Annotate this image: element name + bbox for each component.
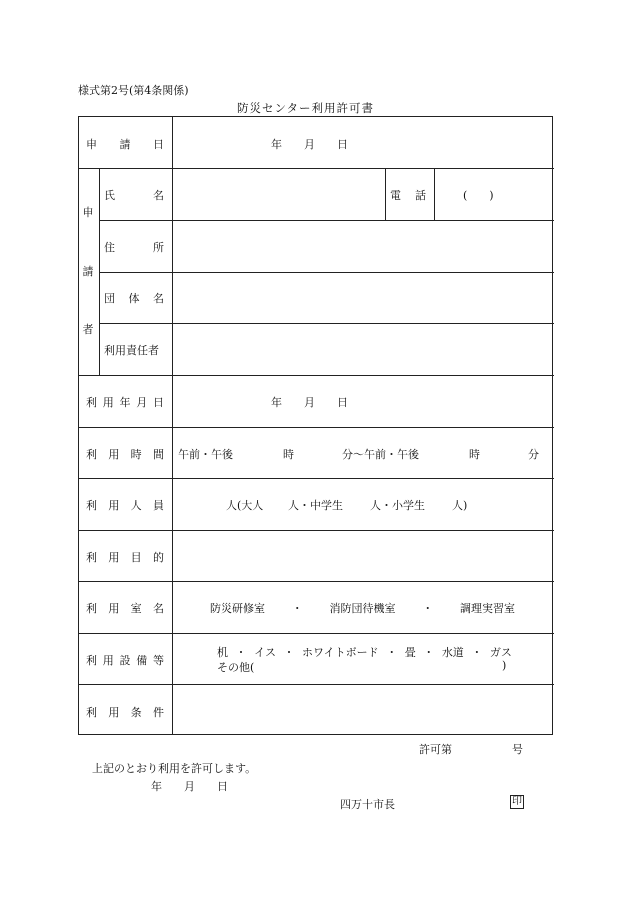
list-item: ガス <box>489 646 512 659</box>
row-divider <box>79 530 554 531</box>
label-char: 者 <box>82 323 94 336</box>
label-char: 請 <box>82 264 94 278</box>
list-item: ・ <box>283 646 295 659</box>
list-item: 水道 <box>441 646 464 659</box>
label-char: 利 <box>86 396 97 409</box>
seal-mark: 印 <box>512 796 522 807</box>
label-responsible-person: 利用責任者 <box>104 344 159 357</box>
label-application-date <box>86 136 164 152</box>
row-divider <box>79 633 554 634</box>
label-char: 体 <box>128 292 140 305</box>
label-char: 人 <box>130 499 142 512</box>
permit-form-table <box>78 116 553 735</box>
row-divider <box>79 427 554 428</box>
label-purpose <box>86 549 164 565</box>
label-char: 所 <box>153 241 164 254</box>
label-char: 等 <box>153 654 164 667</box>
label-char: 用 <box>108 499 120 512</box>
label-char: 話 <box>415 189 426 202</box>
label-name <box>104 187 164 203</box>
column-divider <box>434 168 435 220</box>
label-char: 用 <box>102 654 114 667</box>
label-char: 氏 <box>104 189 115 202</box>
label-headcount <box>86 497 164 513</box>
room-options <box>210 600 515 616</box>
row-divider <box>79 168 554 169</box>
label-char: 請 <box>119 138 131 151</box>
headcount-elementary: 人・小学生 <box>370 499 425 512</box>
label-char: 備 <box>136 654 148 667</box>
label-equipment <box>86 652 164 668</box>
list-item: ・ <box>386 646 398 659</box>
list-item: イス <box>254 646 276 659</box>
label-char: 間 <box>152 448 164 461</box>
label-char: 利 <box>86 654 97 667</box>
column-divider <box>99 168 100 375</box>
label-char: 的 <box>152 551 164 564</box>
list-item: ・ <box>423 646 435 659</box>
phone-value: ( ) <box>463 189 494 202</box>
row-divider <box>99 323 554 324</box>
label-char: 年 <box>119 396 131 409</box>
equipment-items <box>217 644 512 660</box>
list-item: ・ <box>291 602 303 615</box>
label-char: 設 <box>119 654 131 667</box>
label-char: 目 <box>130 551 142 564</box>
label-char: 住 <box>104 241 115 254</box>
label-phone <box>390 187 426 203</box>
label-char: 員 <box>152 499 164 512</box>
headcount-junior-high: 人・中学生 <box>288 499 343 512</box>
list-item: 調理実習室 <box>460 602 515 615</box>
form-number: 様式第2号(第4条関係) <box>78 84 189 97</box>
document-title: 防災センター利用許可書 <box>237 101 375 115</box>
application-date-value: 年 月 日 <box>271 138 348 151</box>
label-char: 利 <box>86 551 97 564</box>
label-use-date <box>86 394 164 410</box>
row-divider <box>99 272 554 273</box>
label-conditions <box>86 704 164 720</box>
list-item: 机 <box>217 646 228 659</box>
list-item: 消防団待機室 <box>329 602 396 615</box>
label-char: 利 <box>86 706 97 719</box>
use-date-value: 年 月 日 <box>271 396 348 409</box>
label-char: 件 <box>152 706 164 719</box>
permit-number-suffix: 号 <box>512 743 523 756</box>
label-char: 条 <box>130 706 142 719</box>
list-item: ホワイトボード <box>302 646 379 659</box>
use-time-min-to: 分〜午前・午後 <box>342 448 419 461</box>
label-char: 時 <box>130 448 142 461</box>
label-char: 利 <box>86 448 97 461</box>
label-char: 用 <box>102 396 114 409</box>
row-divider <box>79 684 554 685</box>
row-divider <box>99 220 554 221</box>
label-char: 月 <box>136 396 148 409</box>
equipment-other-close: ) <box>502 659 507 672</box>
label-char: 日 <box>153 138 164 151</box>
label-char: 名 <box>152 602 164 615</box>
label-char: 日 <box>153 396 164 409</box>
equipment-other-open: その他( <box>217 661 255 674</box>
use-time-ampm-start: 午前・午後 <box>178 448 233 461</box>
label-char: 用 <box>108 706 120 719</box>
permit-number-label: 許可第 <box>419 743 452 756</box>
headcount-close: 人) <box>452 499 468 512</box>
label-char: 用 <box>108 551 120 564</box>
label-char: 用 <box>108 602 120 615</box>
row-divider <box>79 581 554 582</box>
label-rooms <box>86 600 164 616</box>
permit-date: 年 月 日 <box>151 780 228 793</box>
headcount-total: 人(大人 <box>226 499 264 512</box>
signatory: 四万十市長 <box>340 798 395 811</box>
use-time-hour-end: 時 <box>469 448 480 461</box>
list-item: ・ <box>422 602 434 615</box>
label-char: 電 <box>390 189 401 202</box>
label-group-name <box>104 290 164 306</box>
row-divider <box>79 478 554 479</box>
label-char: 利 <box>86 602 97 615</box>
list-item: 防災研修室 <box>210 602 265 615</box>
label-char: 名 <box>153 292 164 305</box>
label-use-time <box>86 446 164 462</box>
use-time-min-end: 分 <box>528 448 539 461</box>
label-char: 団 <box>104 292 115 305</box>
label-char: 利 <box>86 499 97 512</box>
use-time-hour-start: 時 <box>283 448 294 461</box>
permit-statement: 上記のとおり利用を許可します。 <box>92 762 257 775</box>
label-char: 用 <box>108 448 120 461</box>
list-item: ・ <box>471 646 483 659</box>
column-divider <box>172 117 173 734</box>
label-char: 申 <box>86 138 97 151</box>
label-char: 室 <box>130 602 142 615</box>
label-applicant-group <box>79 204 97 337</box>
list-item: 畳 <box>404 646 416 659</box>
list-item: ・ <box>235 646 247 659</box>
column-divider <box>385 168 386 220</box>
label-address <box>104 239 164 255</box>
label-char: 申 <box>82 206 94 219</box>
label-char: 名 <box>153 189 164 202</box>
row-divider <box>79 375 554 376</box>
